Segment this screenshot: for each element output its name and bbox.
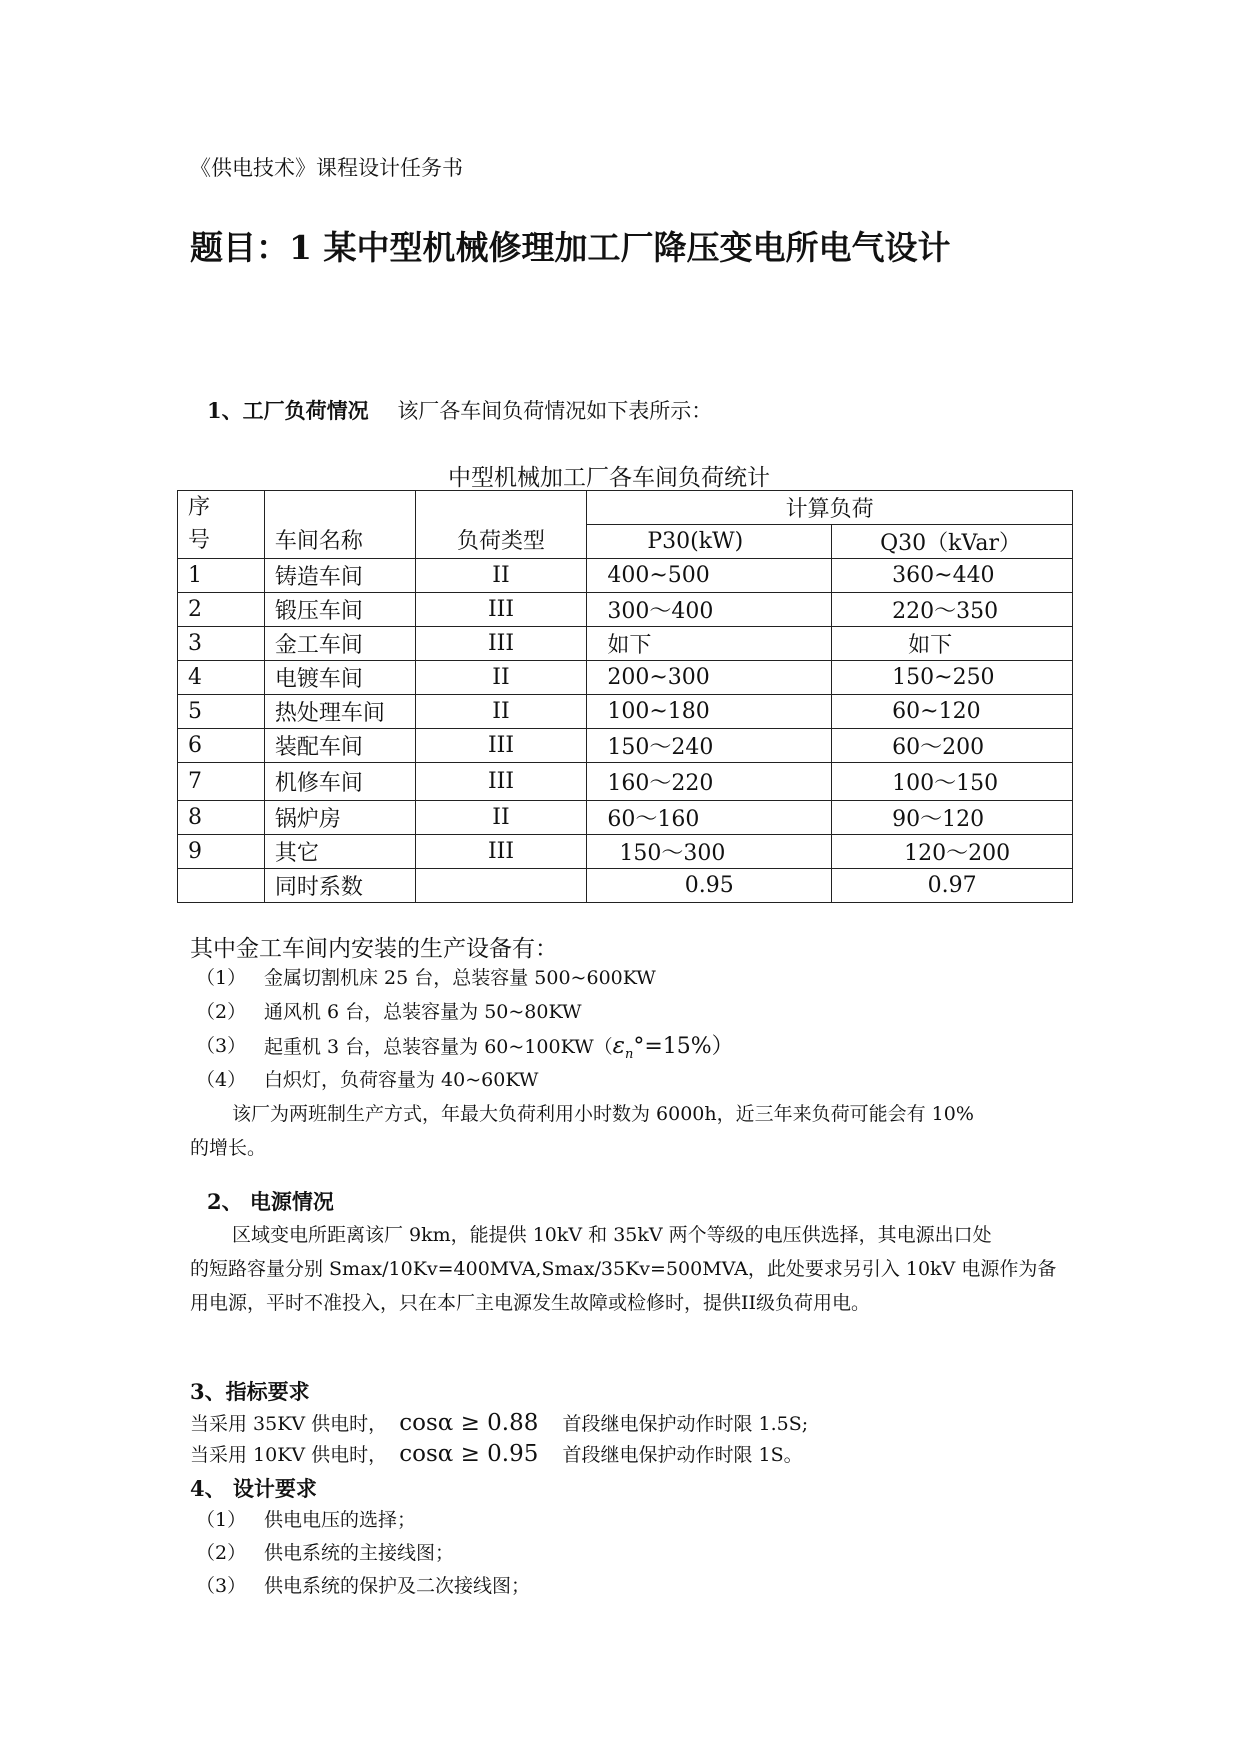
requirement-row: 当采用 10KV 供电时， cosα ≥ 0.95 首段继电保护动作时限 1S。 [190,1441,803,1467]
table-row: 1 铸造车间 II 400~500 360~440 [178,559,1073,593]
section-2-line: 区域变电所距离该厂 9km，能提供 10kV 和 35kV 两个等级的电压供选择，其电源出口处 [232,1224,992,1246]
equipment-item: （4） 白炽灯，负荷容量为 40~60KW [196,1069,539,1091]
header-no: 序 号 [178,491,265,559]
equipment-item: （1） 金属切割机床 25 台，总装容量 500~600KW [196,967,656,989]
sim-factor-p: 0.95 [587,869,832,903]
page-title: 题目：1 某中型机械修理加工厂降压变电所电气设计 [190,228,951,267]
table-row: 5 热处理车间 II 100~180 60~120 [178,695,1073,729]
table-row: 7 机修车间 III 160～220 100～150 [178,763,1073,801]
equipment-item: （2） 通风机 6 台，总装容量为 50~80KW [196,1001,582,1023]
equipment-intro: 其中金工车间内安装的生产设备有： [190,936,558,962]
design-item: （3） 供电系统的保护及二次接线图； [196,1575,531,1597]
header-q30: Q30（kVar） [832,525,1073,559]
table-row-sim-factor [178,869,1073,903]
section-1-line [207,395,712,425]
header-type: 负荷类型 [415,491,587,559]
power-factor-95: cosα ≥ 0.95 [399,1441,539,1467]
table-row: 2 锻压车间 III 300～400 220～350 [178,593,1073,627]
table-row: 6 装配车间 III 150～240 60～200 [178,729,1073,763]
table-row: 9 其它 III 150～300 120～200 [178,835,1073,869]
operation-paragraph-line-2: 的增长。 [190,1137,267,1159]
header-calc: 计算负荷 [587,491,1073,525]
section-2-line: 用电源，平时不准投入，只在本厂主电源发生故障或检修时，提供II级负荷用电。 [190,1292,871,1314]
section-1-heading: 1、工厂负荷情况 [207,398,369,423]
requirement-row: 当采用 35KV 供电时， cosα ≥ 0.88 首段继电保护动作时限 1.5S; [190,1410,809,1436]
course-title: 《供电技术》课程设计任务书 [190,156,463,180]
table-row: 3 金工车间 III 如下 如下 [178,627,1073,661]
section-2-line: 的短路容量分别 Smax/10Kv=400MVA,Smax/35Kv=500MVA，此处要求另引入 10kV 电源作为备 [190,1258,1057,1280]
section-3-heading: 3、指标要求 [190,1379,310,1404]
header-p30: P30(kW) [587,525,832,559]
section-2-heading: 2、 电源情况 [207,1189,334,1214]
section-4-heading: 4、 设计要求 [190,1476,317,1501]
sim-factor-label: 同时系数 [264,869,415,903]
design-item: （1） 供电电压的选择； [196,1509,417,1531]
header-name: 车间名称 [264,491,415,559]
power-factor-88: cosα ≥ 0.88 [399,1410,539,1436]
equipment-item: （3） 起重机 3 台，总装容量为 $60\sim 100KW(\varepsilon_n^\circ=15\%)$ [196,1033,734,1062]
operation-paragraph-line-1: 该厂为两班制生产方式，年最大负荷利用小时数为 6000h，近三年来负荷可能会有 10% [232,1103,974,1125]
sim-factor-q: 0.97 [832,869,1073,903]
section-1-intro: 该厂各车间负荷情况如下表所示： [397,399,713,423]
table-row: 8 锅炉房 II 60～160 90～120 [178,801,1073,835]
table-header-row [178,491,1073,525]
epsilon-symbol: ε [612,1033,625,1059]
design-item: （2） 供电系统的主接线图； [196,1542,455,1564]
load-table [177,490,1073,903]
table-caption: 中型机械加工厂各车间负荷统计 [448,465,770,491]
table-row: 4 电镀车间 II 200~300 150~250 [178,661,1073,695]
